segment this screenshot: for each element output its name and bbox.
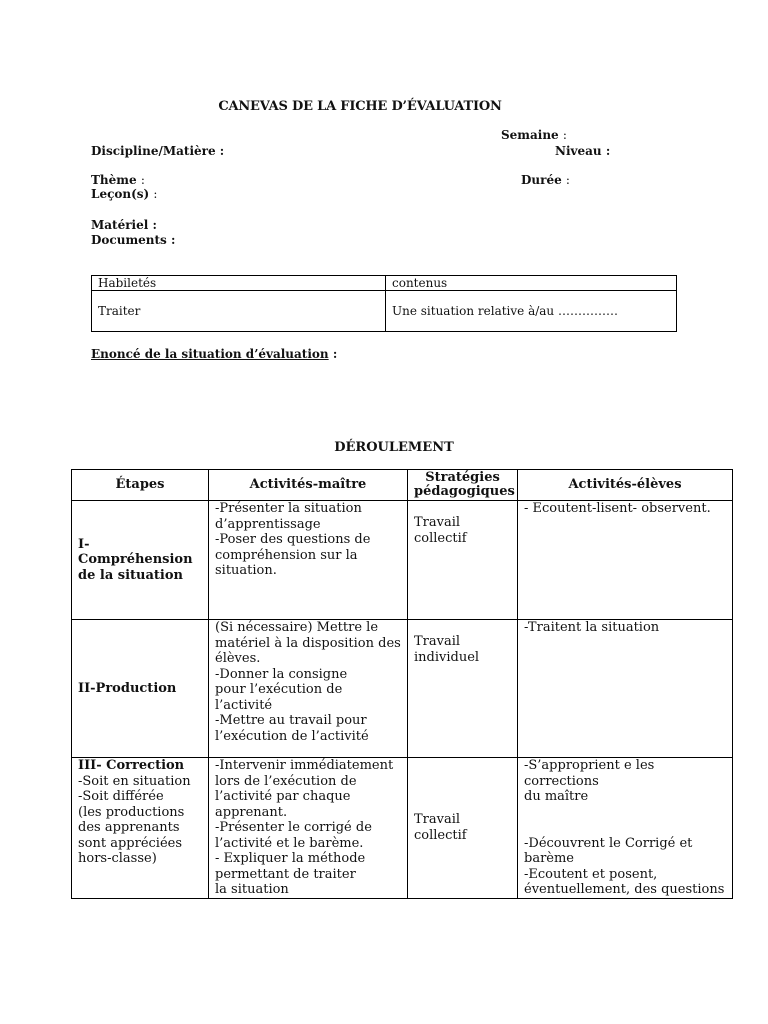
- niveau-label: Niveau :: [555, 144, 611, 158]
- correction-title: III- Correction: [78, 758, 185, 773]
- header-contenus: contenus: [386, 276, 677, 291]
- cell-strategie: Travail collectif: [408, 758, 518, 899]
- lecon-colon: :: [153, 187, 158, 201]
- theme-field: [91, 173, 145, 187]
- cell-habilete: Traiter: [92, 291, 386, 332]
- deroulement-title: DÉROULEMENT: [334, 440, 454, 455]
- etape-production: II-Production: [72, 620, 209, 758]
- cell-maitre: -Présenter la situation d’apprentissage -Poser des questions de compréhension sur la situation.: [209, 501, 408, 620]
- cell-maitre: (Si nécessaire) Mettre le matériel à la disposition des élèves. -Donner la consigne pour l’exécution de l’activité -Mettre au travail pour l’exécution de l’activité: [209, 620, 408, 758]
- table-row: [72, 758, 733, 899]
- eleves-part-a: -S’approprient e les corrections du maître: [524, 758, 655, 804]
- deroulement-table: [71, 469, 733, 899]
- cell-strategie: Travail collectif: [408, 501, 518, 620]
- duree-colon: :: [565, 173, 570, 187]
- header-etapes: Étapes: [72, 470, 209, 501]
- documents-label: Documents :: [91, 233, 176, 247]
- cell-eleves: [518, 758, 733, 899]
- cell-contenu: Une situation relative à/au ……………: [386, 291, 677, 332]
- header-strategies: Stratégies pédagogiques: [408, 470, 518, 501]
- cell-eleves: -Traitent la situation: [518, 620, 733, 758]
- cell-maitre: -Intervenir immédiatement lors de l’exécution de l’activité par chaque apprenant. -Présenter le corrigé de l’activité et le barème. - Expliquer la méthode permettant de traiter la situation: [209, 758, 408, 899]
- etape-correction: [72, 758, 209, 899]
- page-title: CANEVAS DE LA FICHE D’ÉVALUATION: [218, 99, 502, 114]
- cell-strategie: Travail individuel: [408, 620, 518, 758]
- header-activites-eleves: Activités-élèves: [518, 470, 733, 501]
- enonce-colon: :: [332, 347, 338, 361]
- semaine-label: Semaine: [501, 128, 559, 142]
- theme-colon: :: [140, 173, 145, 187]
- header-activites-maitre: Activités-maître: [209, 470, 408, 501]
- lecon-field: [91, 187, 157, 201]
- etape-comprehension: I-Compréhension de la situation: [72, 501, 209, 620]
- table-header-row: [92, 276, 677, 291]
- table-row: [92, 291, 677, 332]
- semaine-field: [501, 128, 567, 142]
- enonce-heading: [91, 347, 337, 361]
- table-row: [72, 620, 733, 758]
- discipline-label: Discipline/Matière :: [91, 144, 225, 158]
- duree-label: Durée: [521, 173, 562, 187]
- cell-eleves: - Ecoutent-lisent- observent.: [518, 501, 733, 620]
- header-habiletes: Habiletés: [92, 276, 386, 291]
- table-header-row: [72, 470, 733, 501]
- materiel-label: Matériel :: [91, 218, 157, 232]
- semaine-colon: :: [562, 128, 567, 142]
- table-row: [72, 501, 733, 620]
- correction-body: -Soit en situation -Soit différée (les productions des apprenants sont appréciées hors-classe): [78, 773, 191, 866]
- theme-label: Thème: [91, 173, 137, 187]
- eleves-part-b: -Découvrent le Corrigé et barème -Ecoutent et posent, éventuellement, des questions: [524, 835, 725, 897]
- enonce-label: Enoncé de la situation d’évaluation: [91, 347, 329, 361]
- duree-field: [521, 173, 570, 187]
- habiletes-table: [91, 275, 677, 332]
- lecon-label: Leçon(s): [91, 187, 150, 201]
